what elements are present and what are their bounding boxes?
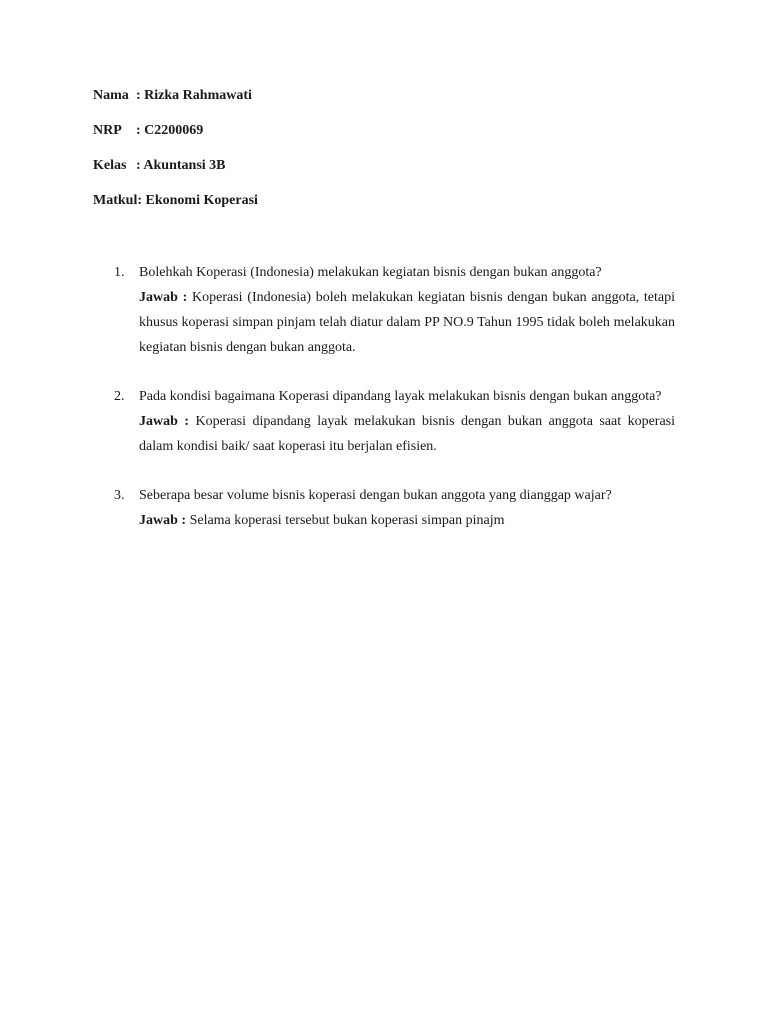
question-text: Pada kondisi bagaimana Koperasi dipandang layak melakukan bisnis dengan bukan anggota? — [139, 389, 662, 404]
nrp-label: NRP — [93, 123, 122, 138]
student-info — [93, 86, 258, 226]
answer-label: Jawab : — [139, 513, 187, 528]
class-separator: : — [136, 158, 141, 173]
answer-block — [139, 409, 675, 459]
answer-block — [139, 285, 675, 360]
nrp-separator: : — [136, 123, 141, 138]
question-text: Bolehkah Koperasi (Indonesia) melakukan kegiatan bisnis dengan bukan anggota? — [139, 265, 602, 280]
question-number: 2. — [114, 389, 125, 404]
question-list — [114, 260, 675, 533]
answer-label: Jawab : — [139, 290, 188, 305]
answer-text: Koperasi dipandang layak melakukan bisnis dengan bukan anggota saat koperasi dalam kondisi baik/ saat koperasi itu berjalan efisien. — [139, 414, 676, 454]
name-value: Rizka Rahmawati — [144, 88, 252, 103]
name-row — [93, 86, 258, 121]
class-value: Akuntansi 3B — [143, 158, 226, 173]
question-number: 3. — [114, 488, 125, 503]
question-text: Seberapa besar volume bisnis koperasi dengan bukan anggota yang dianggap wajar? — [139, 488, 612, 503]
course-value: Ekonomi Koperasi — [145, 193, 258, 208]
question-number: 1. — [114, 265, 125, 280]
name-separator: : — [136, 88, 141, 103]
answer-text: Selama koperasi tersebut bukan koperasi simpan pinajm — [189, 513, 505, 528]
answer-text: Koperasi (Indonesia) boleh melakukan kegiatan bisnis dengan bukan anggota, tetapi khusus koperasi simpan pinjam telah diatur dalam PP NO.9 Tahun 1995 tidak boleh melakukan kegiatan bisnis dengan bukan anggota. — [139, 290, 676, 355]
question-item — [114, 483, 675, 533]
course-row — [93, 191, 258, 226]
answer-block — [139, 508, 675, 533]
question-item — [114, 384, 675, 459]
nrp-row — [93, 121, 258, 156]
class-row — [93, 156, 258, 191]
answer-label: Jawab : — [139, 414, 190, 429]
question-item — [114, 260, 675, 360]
nrp-value: C2200069 — [144, 123, 204, 138]
class-label: Kelas — [93, 158, 127, 173]
course-label: Matkul: — [93, 193, 142, 208]
name-label: Nama — [93, 88, 129, 103]
